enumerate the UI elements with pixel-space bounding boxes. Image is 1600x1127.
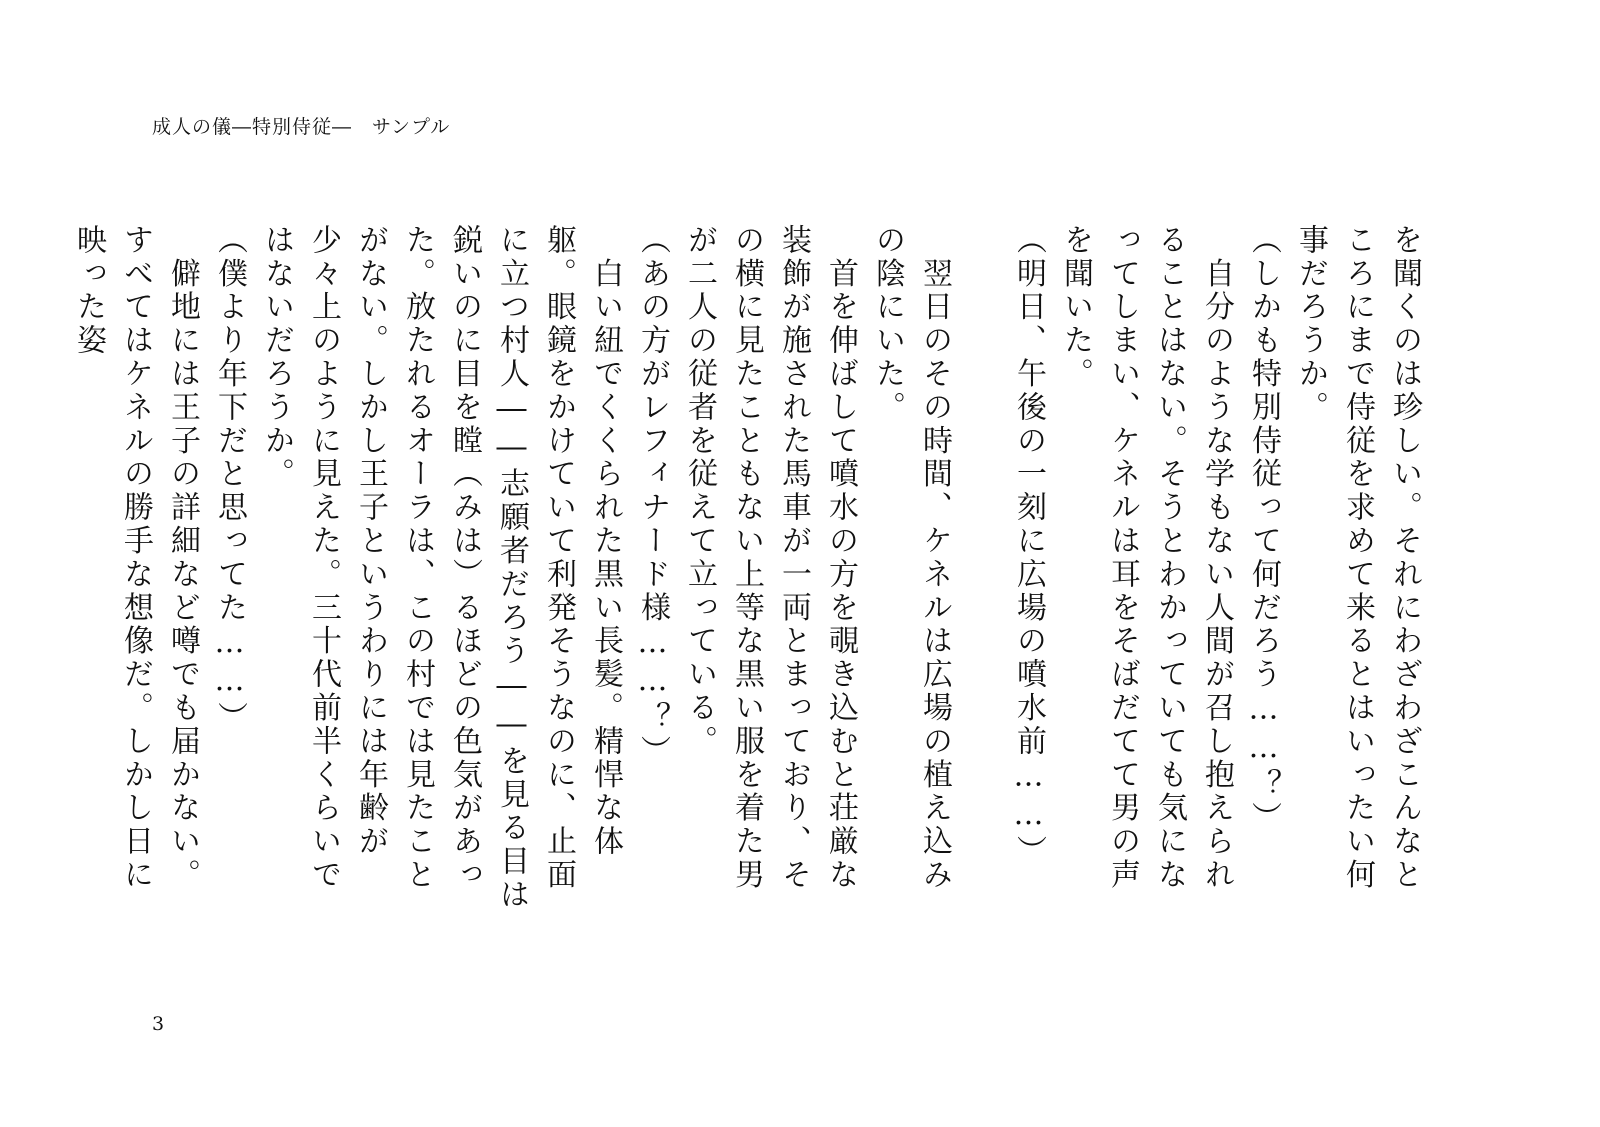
paragraph: （僕より年下だと思ってた……） [212,224,247,735]
vertical-body-text [71,224,1428,914]
paragraph: （あの方がレフィナード様……？） [635,224,670,769]
paragraph: （しかも特別侍従って何だろう……？） [1246,224,1281,836]
running-header-title: 成人の儀―特別侍従― サンプル [152,116,451,138]
paragraph: 僻地には王子の詳細など噂でも届かない。すべてはケネルの勝手な想像だ。しかし日に映った姿 [71,224,200,892]
paragraph: 自分のような学もない人間が召し抱えられることはない。そうとわかっていても気になってしまい、ケネルは耳をそばだてて男の声を聞いた。 [1058,224,1234,892]
paragraph: 首を伸ばして噴水の方を覗き込むと荘厳な装飾が施された馬車が一両とまっており、その横に見たこともない上等な黒い服を着た男が二人の従者を従えて立っている。 [682,224,858,892]
paragraph: 翌日のその時間、ケネルは広場の植え込みの陰にいた。 [870,224,952,892]
paragraph: を聞くのは珍しい。それにわざわざこんなところにまで侍従を求めて来るとはいったい何事だろうか。 [1293,224,1422,892]
paragraph: （明日、午後の一刻に広場の噴水前……） [1011,224,1046,869]
page-number: 3 [152,1013,165,1035]
blank-line [958,224,1005,914]
paragraph: 白い紐でくくられた黒い長髪。精悍な体躯。眼鏡をかけていて利発そうなのに、止面に立つ村人――志願者だろう――を見る目は鋭いのに目を瞠（みは）るほどの色気があった。放たれるオーラは、この村では見たことがない。しかし王子というわりには年齢が少々上のように見えた。三十代前半くらいではないだろうか。 [259,224,623,912]
